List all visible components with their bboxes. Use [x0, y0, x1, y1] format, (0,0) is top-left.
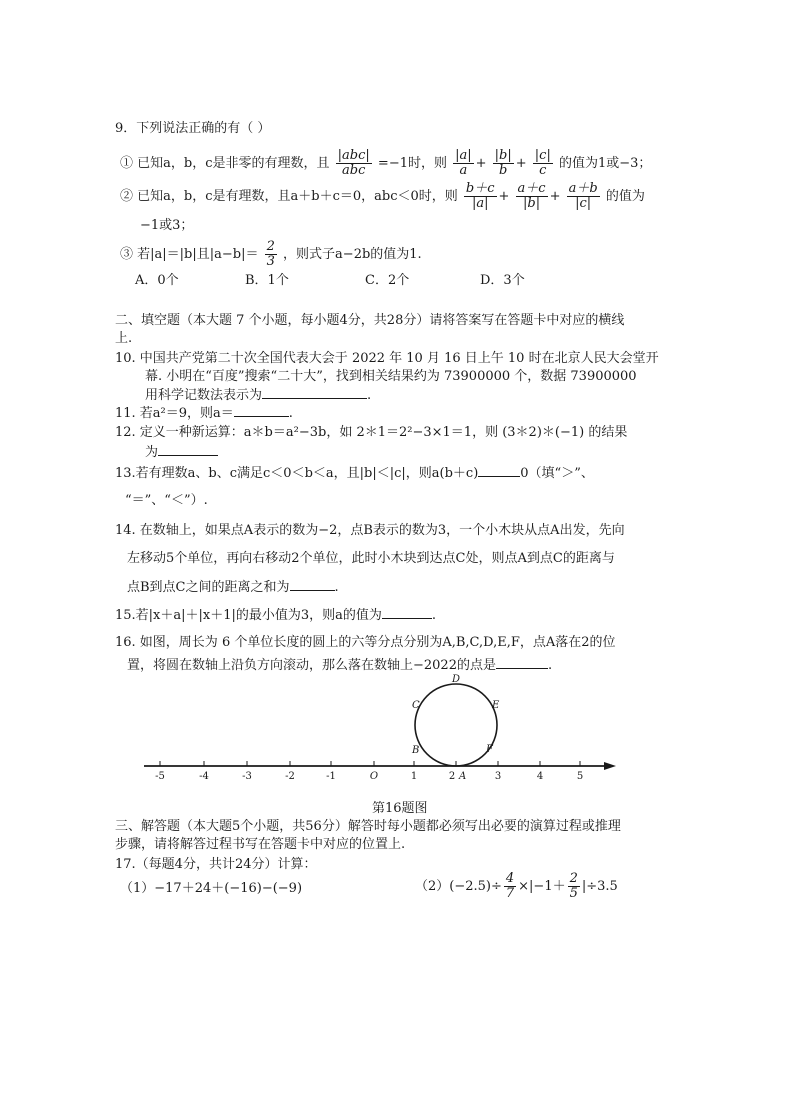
q9-s2-frac-1: $\frac{b+c}{|a|}$ [465, 181, 495, 211]
q9-s2-marker: ② [120, 189, 134, 204]
tick-label-neg1: -1 [326, 771, 336, 782]
tick-label-neg5: -5 [155, 771, 165, 782]
circle-point-b-label: B [412, 745, 420, 756]
q12-answer-blank [158, 443, 218, 456]
q9-option-c: C．2个 [365, 273, 410, 288]
q9-s1-frac-a: $\frac{|a|}{a}$ [455, 148, 472, 178]
section3-title-cont: 步骤，请将解答过程书写在答题卡中对应的位置上. [115, 837, 406, 852]
circle-point-a-label: A [459, 771, 467, 782]
circle-point-f-label: F [486, 744, 493, 755]
q9-s1-frac-b: $\frac{|b|}{b}$ [494, 148, 512, 178]
q11-answer-blank [234, 404, 289, 417]
q12-line2: 为 [145, 443, 218, 462]
q17-p2-frac-2: $\frac{2}{5}$ [569, 871, 578, 901]
q9-s2-post: 的值为 [605, 189, 645, 204]
figure-caption: 第16题图 [372, 801, 428, 816]
q9-option-a: A．0个 [135, 273, 179, 288]
q10-line1: 10. 中国共产党第二十次全国代表大会于 2022 年 10 月 16 日上午 10 时在北京人民大会堂开 [115, 351, 659, 366]
q9-s3-post: ，则式子a−2b的值为1. [283, 247, 422, 262]
q14-answer-blank [290, 578, 335, 591]
q14-line1: 14. 在数轴上，如果点A表示的数为−2，点B表示的数为3，一个小木块从点A出发，先向 [115, 523, 625, 538]
section2-title: 二、填空题（本大题 7 个小题，每小题4分，共28分）请将答案写在答题卡中对应的横线 [115, 313, 625, 328]
q14-line2: 左移动5个单位，再向右移动2个单位，此时小木块到达点C处，则点A到点C的距离与 [127, 551, 615, 566]
q9-s1-marker: ① [120, 156, 134, 171]
q17-p2-frac-1: $\frac{4}{7}$ [505, 871, 515, 901]
q10-answer-blank [262, 386, 367, 399]
circle-point-e-label: E [492, 700, 500, 711]
q9-statement-1: ① 已知a，b，c是非零的有理数，且 $\frac{\text{|abc|}}{\text{abc}}$ =−1时，则 $\frac{|a|}{a}$ + $\frac{|b|}{b}$ + $\frac{|c|}{c}$ 的值为1或−3； [120, 148, 652, 178]
q9-s2-pre: 已知a，b，c是有理数，且a＋b＋c＝0，abc＜0时，则 [137, 189, 458, 204]
tick-label-5: 5 [576, 771, 584, 782]
axis-arrow-icon [604, 762, 616, 770]
q9-s2-frac-2: $\frac{a+c}{|b|}$ [517, 181, 546, 211]
number-line-figure [130, 668, 630, 788]
q17-part2: （2）(−2.5)÷ $\frac{4}{7}$ ×|−1＋ $\frac{2}{5}$ |÷3.5 [415, 871, 618, 901]
q14-line3: 点B到点C之间的距离之和为 . [127, 580, 339, 595]
q9-option-b: B．1个 [245, 273, 289, 288]
q17-title: 17.（每题4分，共计24分）计算： [115, 857, 317, 872]
section2-title-cont: 上. [115, 331, 133, 346]
q9-s1-post: 的值为1或−3； [558, 156, 652, 171]
q9-s1-frac-abc: $\frac{\text{|abc|}}{\text{abc}}$ [337, 148, 370, 178]
section3-title: 三、解答题（本大题5个小题，共56分）解答时每小题都必须写出必要的演算过程或推理 [115, 819, 621, 834]
q9-s1-eq: =−1时，则 [377, 156, 447, 171]
q12-line1: 12. 定义一种新运算：a＊b＝a²−3b，如 2＊1＝2²−3×1＝1，则 (3＊2)＊(−1) 的结果 [115, 425, 628, 440]
circle-point-c-label: C [412, 700, 420, 711]
q13-line1: 13.若有理数a、b、c满足c＜0＜b＜a，且|b|＜|c|，则a(b＋c) 0（填“＞”、 [115, 466, 594, 481]
q9-s3-marker: ③ [120, 247, 134, 262]
q9-statement-2: ② 已知a，b，c是有理数，且a＋b＋c＝0，abc＜0时，则 $\frac{b+c}{|a|}$ + $\frac{a+c}{|b|}$ + $\frac{a+b}{|c|}$ 的值为 [120, 181, 645, 211]
rolling-circle [415, 684, 497, 766]
tick-label-1: 1 [410, 771, 418, 782]
q13-answer-blank [478, 464, 520, 477]
q9-s2-line2: −1或3； [140, 218, 194, 233]
q16-line2: 置，将圆在数轴上沿负方向滚动，那么落在数轴上−2022的点是 . [127, 658, 553, 673]
tick-label-3: 3 [494, 771, 502, 782]
q15-answer-blank [382, 606, 432, 619]
q9-s2-frac-3: $\frac{a+b}{|c|}$ [568, 181, 598, 211]
number-line [144, 762, 616, 770]
tick-label-4: 4 [536, 771, 544, 782]
q9-title: 9．下列说法正确的有（ ） [115, 121, 271, 136]
tick-label-origin: O [369, 771, 379, 782]
tick-label-2: 2 [448, 771, 456, 782]
q9-statement-3 [120, 240, 422, 270]
q10-line2: 幕. 小明在“百度”搜索“二十大”，找到相关结果约为 73900000 个，数据 73900000 [145, 369, 637, 384]
q9-s1-pre: 已知a，b，c是非零的有理数，且 [137, 156, 330, 171]
circle-point-d-label: D [452, 674, 461, 685]
tick-label-neg3: -3 [242, 771, 252, 782]
q9-s3-frac: $\frac{2}{3}$ [266, 239, 275, 269]
tick-label-neg4: -4 [199, 771, 209, 782]
q11: 11. 若a²＝9，则a＝ . [115, 406, 293, 421]
q16-line1: 16. 如图，周长为 6 个单位长度的圆上的六等分点分别为A,B,C,D,E,F，点A落在2的位 [115, 635, 616, 650]
q17-part1: （1）−17＋24＋(−16)−(−9) [120, 881, 303, 896]
q13-line2: “＝”、“＜”）. [125, 493, 208, 508]
q9-s1-frac-c: $\frac{|c|}{c}$ [534, 148, 551, 178]
q9-s3-pre: 若|a|＝|b|且|a−b|＝ [137, 247, 259, 262]
q9-option-d: D．3个 [480, 273, 525, 288]
q10-line3: 用科学记数法表示为 . [145, 388, 372, 403]
q15: 15.若|x＋a|＋|x＋1|的最小值为3，则a的值为 . [115, 608, 437, 623]
tick-label-neg2: -2 [285, 771, 295, 782]
